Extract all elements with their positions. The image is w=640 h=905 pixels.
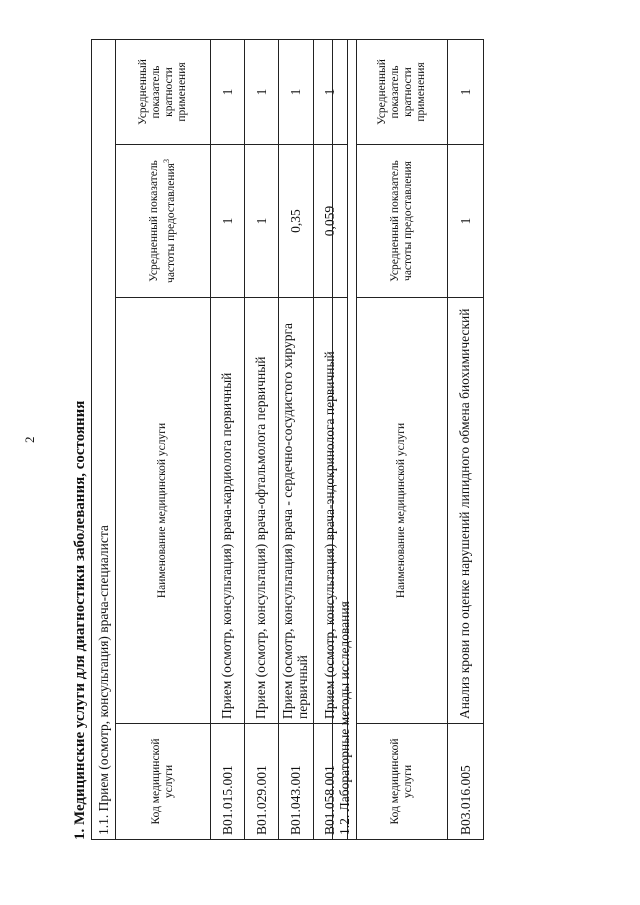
service-name: Прием (осмотр, консультация) врача - сердечно-сосудистого хирурга первичный: [279, 298, 314, 724]
table-row: [245, 40, 279, 840]
header-multiplicity: Усредненный показатель кратности применения: [357, 39, 448, 144]
table-row: [448, 39, 484, 839]
table-subtitle: 1.2. Лабораторные методы исследования: [333, 39, 357, 839]
table-row: [211, 40, 245, 840]
frequency-value: 1: [211, 145, 245, 298]
multiplicity-value: 1: [279, 40, 314, 145]
header-code: Код медицинской услуги: [116, 724, 211, 840]
multiplicity-value: 1: [211, 40, 245, 145]
table-row: [279, 40, 314, 840]
header-frequency: [116, 145, 211, 298]
section-title: 1. Медицинские услуги для диагностики заболевания, состояния: [72, 400, 88, 840]
frequency-value: 0,35: [279, 145, 314, 298]
header-multiplicity: Усредненный показатель кратности применения: [116, 40, 211, 145]
consultations-table: [91, 39, 348, 840]
header-code: Код медицинской услуги: [357, 724, 448, 840]
service-code: B01.043.001: [279, 724, 314, 840]
header-frequency-label: Усредненный показатель частоты предоставления: [148, 160, 177, 283]
page-number: 2: [22, 436, 37, 443]
frequency-value: 1: [245, 145, 279, 298]
table-subtitle: 1.1. Прием (осмотр, консультация) врача-специалиста: [92, 40, 116, 840]
multiplicity-value: 1: [448, 39, 484, 144]
service-name: Прием (осмотр, консультация) врача-офтальмолога первичный: [245, 298, 279, 724]
section-1: [72, 40, 348, 840]
service-code: B01.058.001: [313, 724, 347, 840]
header-name: Наименование медицинской услуги: [357, 298, 448, 724]
multiplicity-value: 1: [313, 40, 347, 145]
footnote-marker: 3: [161, 159, 171, 164]
service-code: B01.029.001: [245, 724, 279, 840]
header-name: Наименование медицинской услуги: [116, 298, 211, 724]
service-name: Прием (осмотр, консультация) врача-эндокринолога первичный: [313, 298, 347, 724]
frequency-value: 0,059: [313, 145, 347, 298]
service-name: Прием (осмотр, консультация) врача-кардиолога первичный: [211, 298, 245, 724]
frequency-value: 1: [448, 145, 484, 298]
service-code: B01.015.001: [211, 724, 245, 840]
multiplicity-value: 1: [245, 40, 279, 145]
service-code: B03.016.005: [448, 724, 484, 840]
section-1-2: [332, 40, 484, 840]
lab-methods-table: [332, 39, 484, 840]
service-name: Анализ крови по оценке нарушений липидного обмена биохимический: [448, 298, 484, 724]
header-frequency: Усредненный показатель частоты предоставления: [357, 145, 448, 298]
